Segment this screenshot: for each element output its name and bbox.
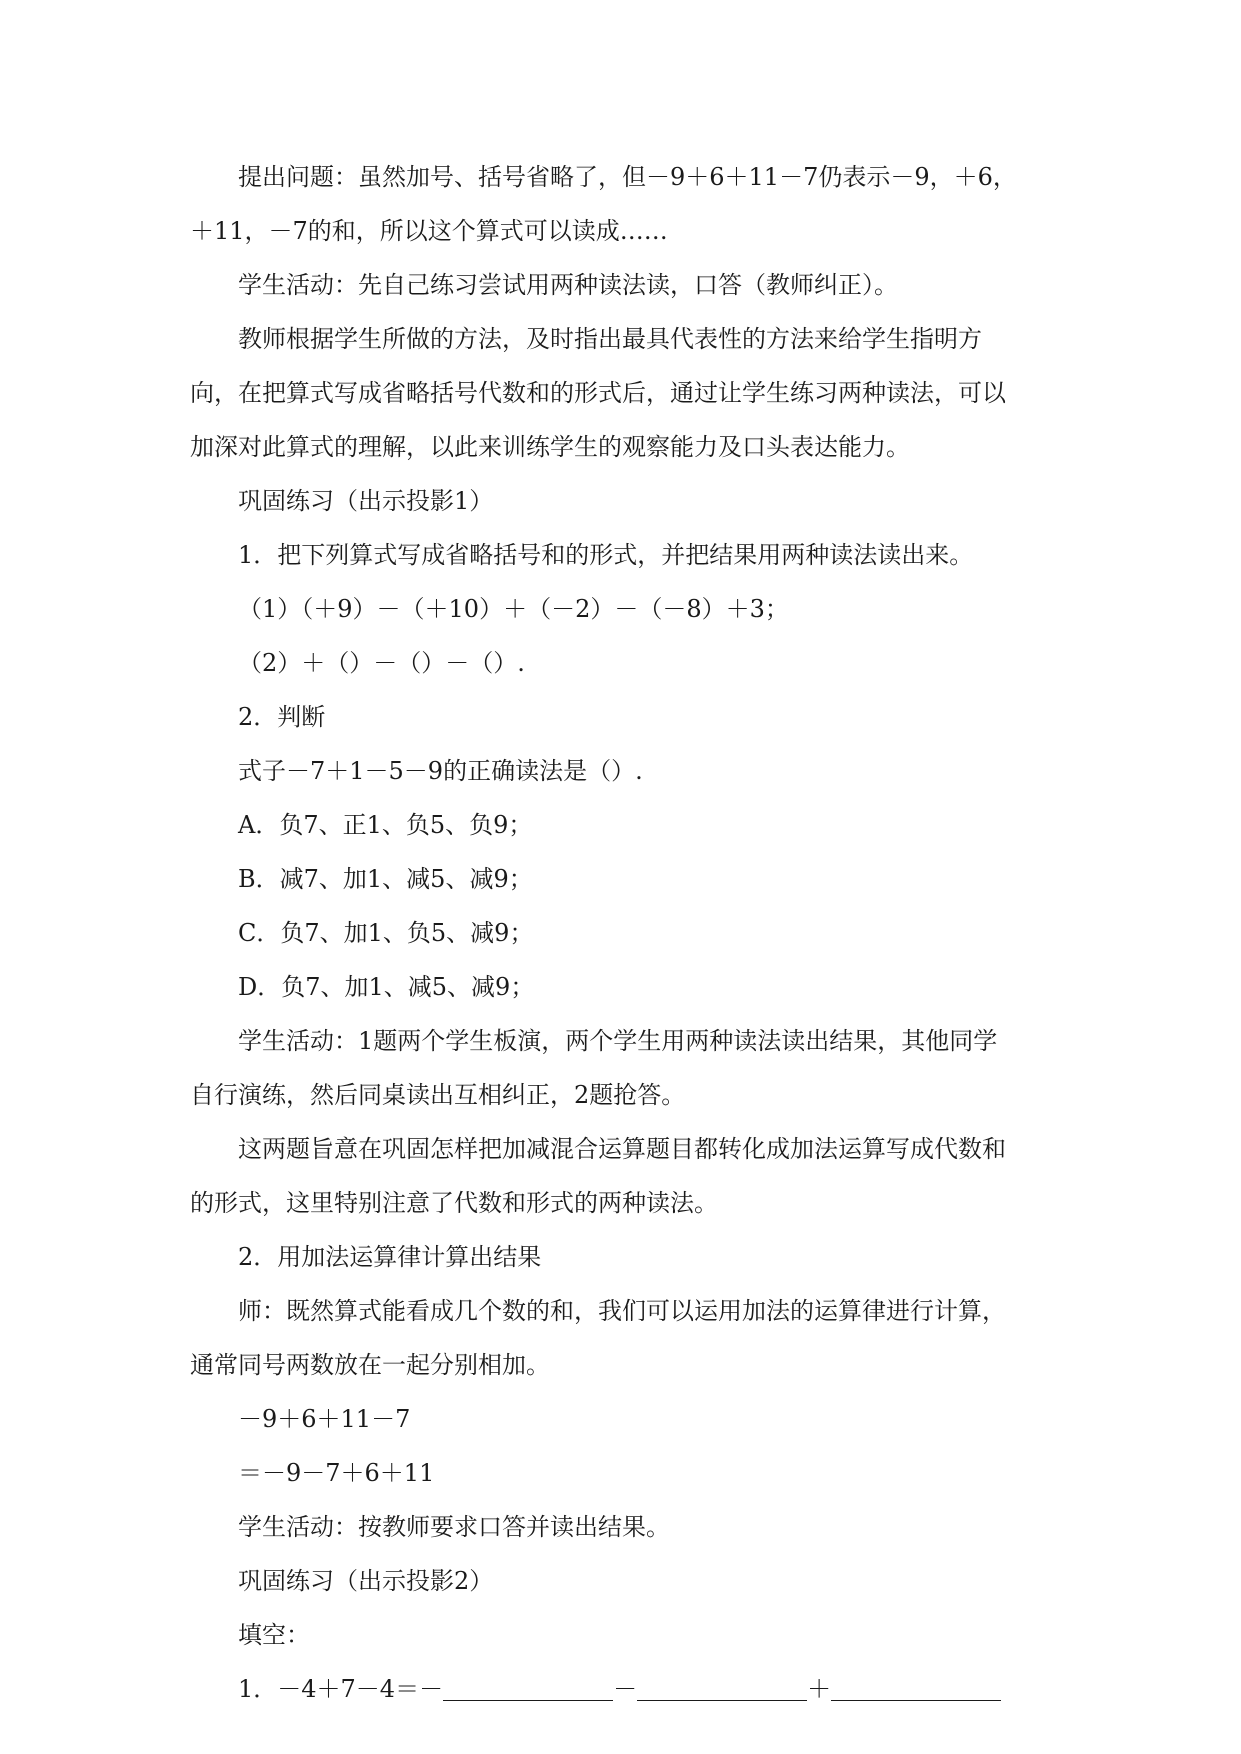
text-line: －9＋6＋11－7 (238, 1405, 411, 1433)
text-line: 2．判断 (238, 703, 326, 731)
text-line: （2）＋（）－（）－（）. (238, 649, 525, 677)
fill-line-op-1: － (613, 1675, 638, 1703)
text-line: 巩固练习（出示投影2） (238, 1567, 494, 1595)
document-body (190, 150, 1050, 1662)
text-line: 2．用加法运算律计算出结果 (238, 1243, 542, 1271)
text-line: 填空： (238, 1621, 310, 1649)
text-line: 通常同号两数放在一起分别相加。 (190, 1351, 550, 1379)
text-line: ＝－9－7＋6＋11 (238, 1459, 435, 1487)
text-line: 巩固练习（出示投影1） (238, 487, 494, 515)
text-line: 式子－7＋1－5－9的正确读法是（）. (238, 757, 643, 785)
text-line: D．负7、加1、减5、减9； (238, 973, 535, 1001)
text-line: 教师根据学生所做的方法，及时指出最具代表性的方法来给学生指明方 (238, 325, 982, 353)
text-line: 学生活动：先自己练习尝试用两种读法读，口答（教师纠正）。 (238, 271, 898, 299)
text-line: C．负7、加1、负5、减9； (238, 919, 534, 947)
text-line: 师：既然算式能看成几个数的和，我们可以运用加法的运算律进行计算， (238, 1297, 1006, 1325)
text-line: B．减7、加1、减5、减9； (238, 865, 533, 893)
text-line: A．负7、正1、负5、负9； (238, 811, 533, 839)
fill-line-prefix: 1．－4＋7－4＝－ (238, 1675, 444, 1703)
text-line: 向，在把算式写成省略括号代数和的形式后，通过让学生练习两种读法，可以 (190, 379, 1006, 407)
fill-in-blank-line (190, 1662, 1050, 1716)
text-line: 自行演练，然后同桌读出互相纠正，2题抢答。 (190, 1081, 686, 1109)
text-line: 学生活动：1题两个学生板演，两个学生用两种读法读出结果，其他同学 (238, 1027, 998, 1055)
text-line: 学生活动：按教师要求口答并读出结果。 (238, 1513, 670, 1541)
text-line: ＋11，－7的和，所以这个算式可以读成…… (190, 217, 668, 245)
text-line: 1．把下列算式写成省略括号和的形式，并把结果用两种读法读出来。 (238, 541, 974, 569)
text-line: 这两题旨意在巩固怎样把加减混合运算题目都转化成加法运算写成代数和 (238, 1135, 1006, 1163)
text-line: 提出问题：虽然加号、括号省略了，但－9＋6＋11－7仍表示－9，＋6， (238, 163, 1017, 191)
blank-3[interactable] (831, 1670, 1001, 1701)
text-line: 加深对此算式的理解，以此来训练学生的观察能力及口头表达能力。 (190, 433, 910, 461)
document-page (190, 150, 1050, 1716)
text-line: （1）（＋9）－（＋10）＋（－2）－（－8）＋3； (238, 595, 789, 623)
text-line: 的形式，这里特别注意了代数和形式的两种读法。 (190, 1189, 718, 1217)
blank-2[interactable] (637, 1670, 807, 1701)
blank-1[interactable] (443, 1670, 613, 1701)
fill-line-op-2: ＋ (807, 1675, 832, 1703)
